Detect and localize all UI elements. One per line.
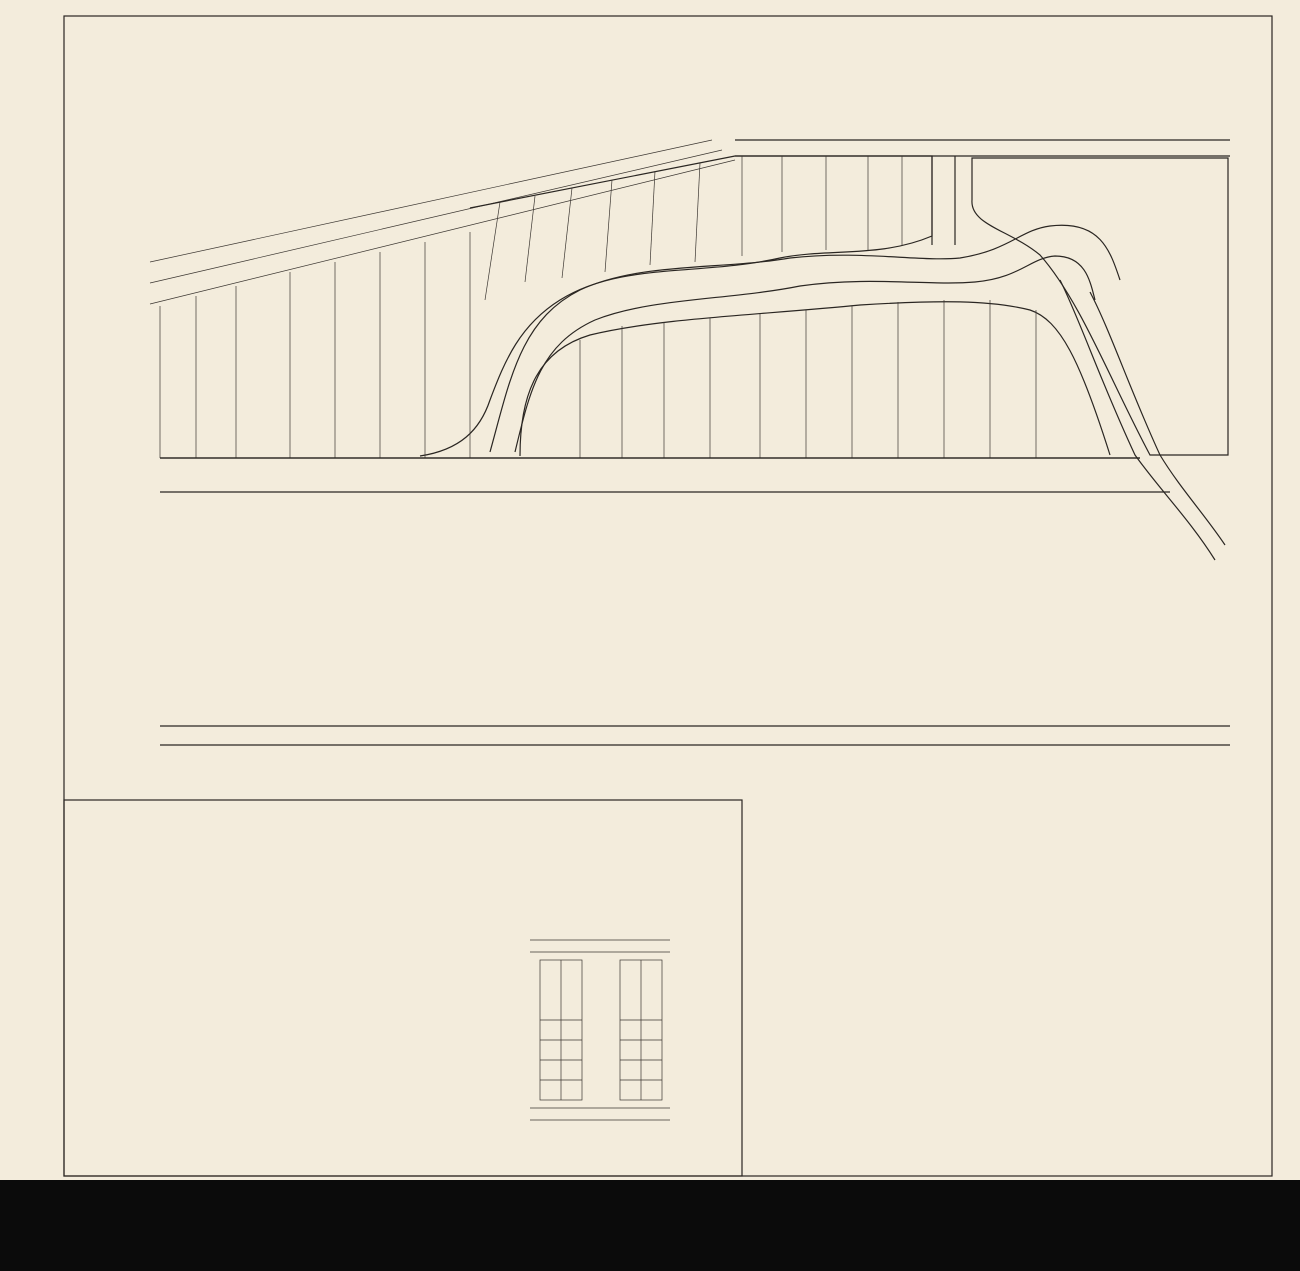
superior-avenue <box>735 140 1230 156</box>
groveland-avenue <box>490 225 1120 452</box>
stock-banner <box>0 1180 1300 1271</box>
block-3-lot-lines <box>196 232 1036 458</box>
block-2-lot-lines <box>485 156 902 300</box>
block-3-outline <box>160 302 1140 458</box>
johnson-inset-frame <box>64 800 742 1176</box>
mount-curve-avenue <box>1060 280 1225 560</box>
railroad-lines <box>150 140 735 304</box>
johnson-plat <box>530 940 670 1120</box>
lakeview-avenue <box>160 458 1170 492</box>
waverly-place <box>932 156 955 245</box>
map-border <box>64 16 1272 1176</box>
douglass-avenue <box>160 726 1230 745</box>
